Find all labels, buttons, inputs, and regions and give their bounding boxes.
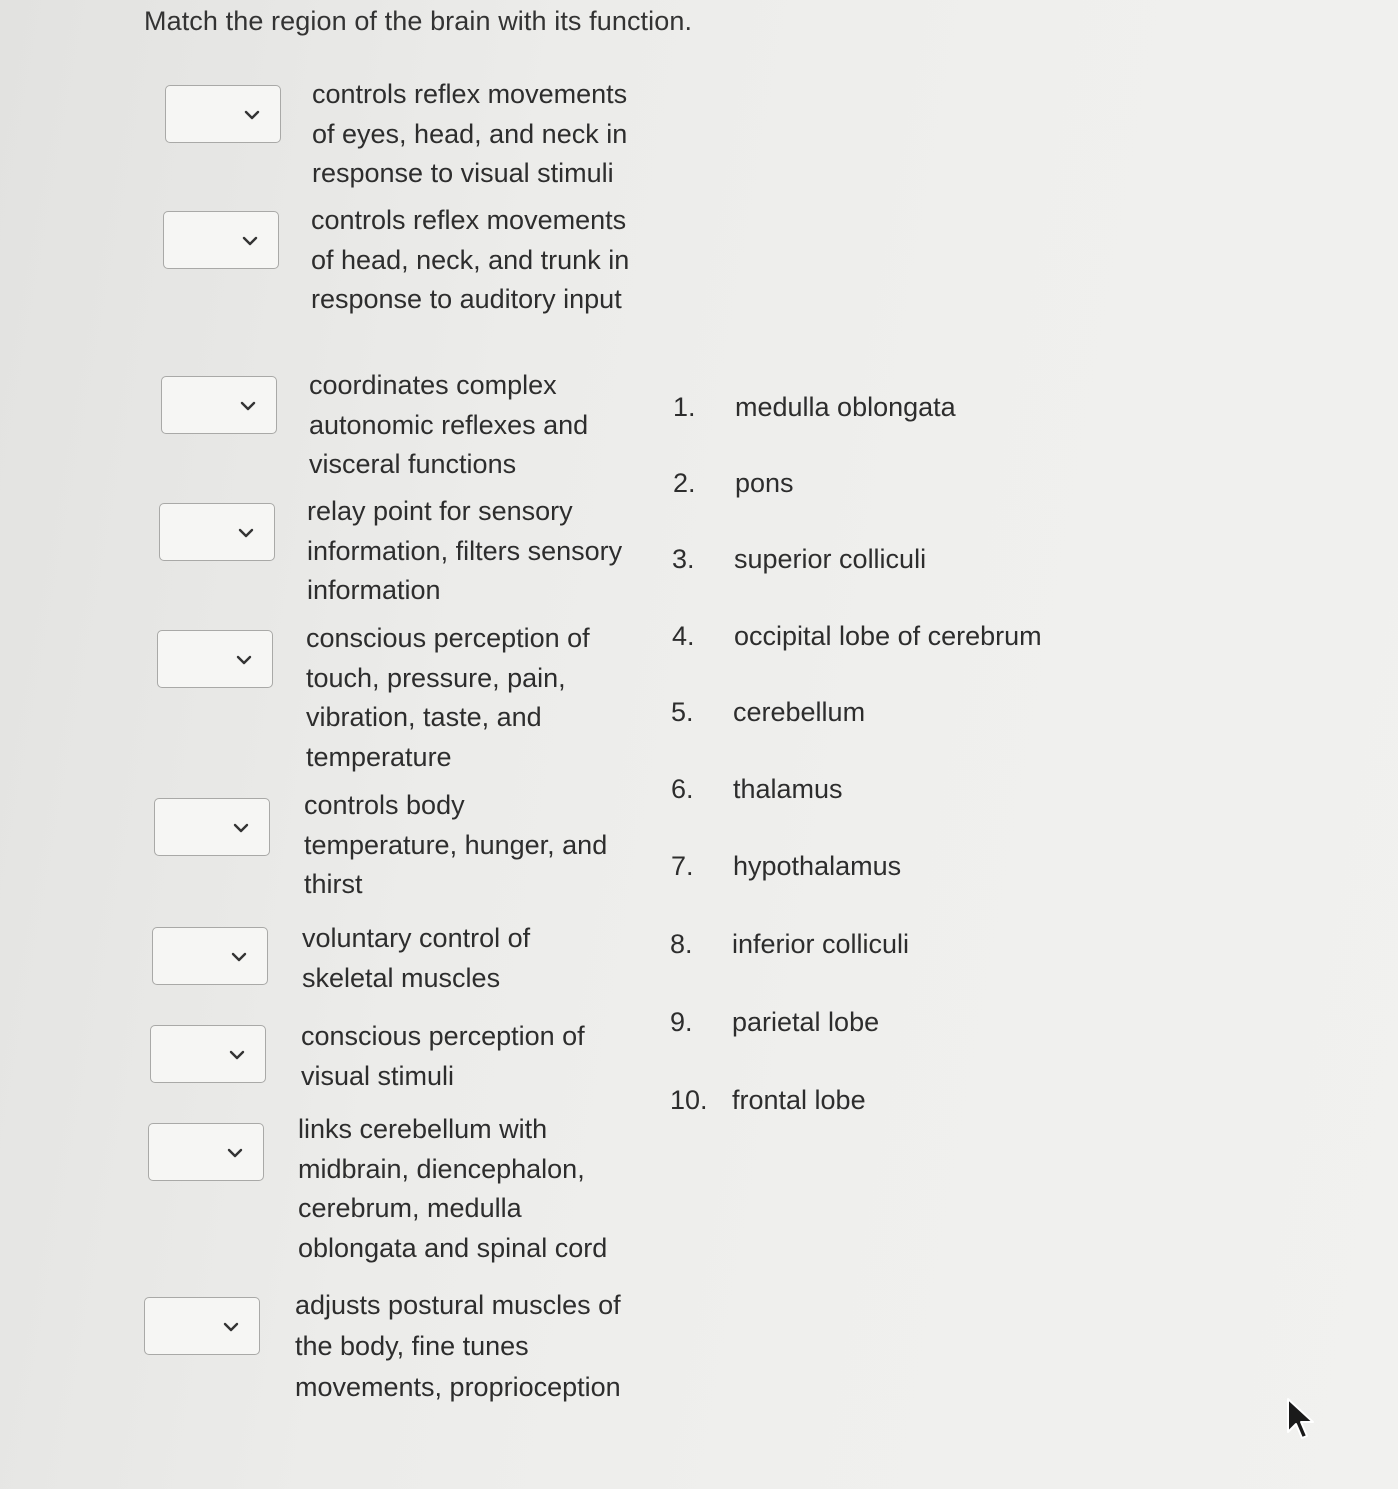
function-description: links cerebellum with midbrain, diencephalon, cerebrum, medulla oblongata and spinal cord — [298, 1114, 608, 1263]
option-label: thalamus — [733, 774, 843, 804]
answer-dropdown[interactable] — [148, 1123, 264, 1181]
function-description: relay point for sensory information, filters sensory information — [307, 496, 623, 605]
chevron-down-icon — [229, 816, 253, 840]
option-number: 8. — [670, 929, 693, 959]
chevron-down-icon — [236, 394, 260, 418]
option-number: 1. — [673, 392, 696, 422]
option-number: 7. — [671, 851, 694, 881]
option-label: parietal lobe — [732, 1007, 880, 1037]
option-label: frontal lobe — [732, 1085, 866, 1115]
chevron-down-icon — [227, 945, 251, 969]
chevron-down-icon — [232, 648, 256, 672]
function-description: voluntary control of skeletal muscles — [302, 923, 531, 993]
option-number: 9. — [670, 1007, 693, 1037]
answer-dropdown[interactable] — [163, 211, 279, 269]
chevron-down-icon — [223, 1141, 247, 1165]
option-number: 2. — [673, 468, 696, 498]
function-description: controls reflex movements of eyes, head, and neck in response to visual stimuli — [312, 79, 628, 188]
option-number: 3. — [672, 544, 695, 574]
option-label: inferior colliculi — [732, 929, 910, 959]
chevron-down-icon — [234, 521, 258, 545]
answer-dropdown[interactable] — [152, 927, 268, 985]
chevron-down-icon — [219, 1315, 243, 1339]
answer-dropdown[interactable] — [154, 798, 270, 856]
page-title: Match the region of the brain with its function. — [144, 6, 693, 36]
option-label: superior colliculi — [734, 544, 927, 574]
function-description: conscious perception of visual stimuli — [301, 1021, 585, 1091]
function-description: coordinates complex autonomic reflexes and visceral functions — [309, 370, 589, 479]
chevron-down-icon — [238, 229, 262, 253]
function-description: controls reflex movements of head, neck, and trunk in response to auditory input — [311, 205, 630, 314]
answer-dropdown[interactable] — [161, 376, 277, 434]
function-description: controls body temperature, hunger, and thirst — [304, 790, 608, 899]
answer-dropdown[interactable] — [157, 630, 273, 688]
option-label: pons — [735, 468, 794, 498]
option-number: 6. — [671, 774, 694, 804]
function-description: conscious perception of touch, pressure, pain, vibration, taste, and temperature — [306, 623, 590, 772]
option-label: cerebellum — [733, 697, 866, 727]
option-number: 4. — [672, 621, 695, 651]
function-description: adjusts postural muscles of the body, fine tunes movements, proprioception — [295, 1290, 621, 1402]
option-label: hypothalamus — [733, 851, 902, 881]
option-number: 10. — [670, 1085, 708, 1115]
chevron-down-icon — [225, 1043, 249, 1067]
option-number: 5. — [671, 697, 694, 727]
option-label: medulla oblongata — [735, 392, 956, 422]
answer-dropdown[interactable] — [159, 503, 275, 561]
mouse-cursor-icon — [1284, 1396, 1318, 1442]
answer-dropdown[interactable] — [165, 85, 281, 143]
answer-dropdown[interactable] — [144, 1297, 260, 1355]
chevron-down-icon — [240, 103, 264, 127]
option-label: occipital lobe of cerebrum — [734, 621, 1042, 651]
answer-dropdown[interactable] — [150, 1025, 266, 1083]
